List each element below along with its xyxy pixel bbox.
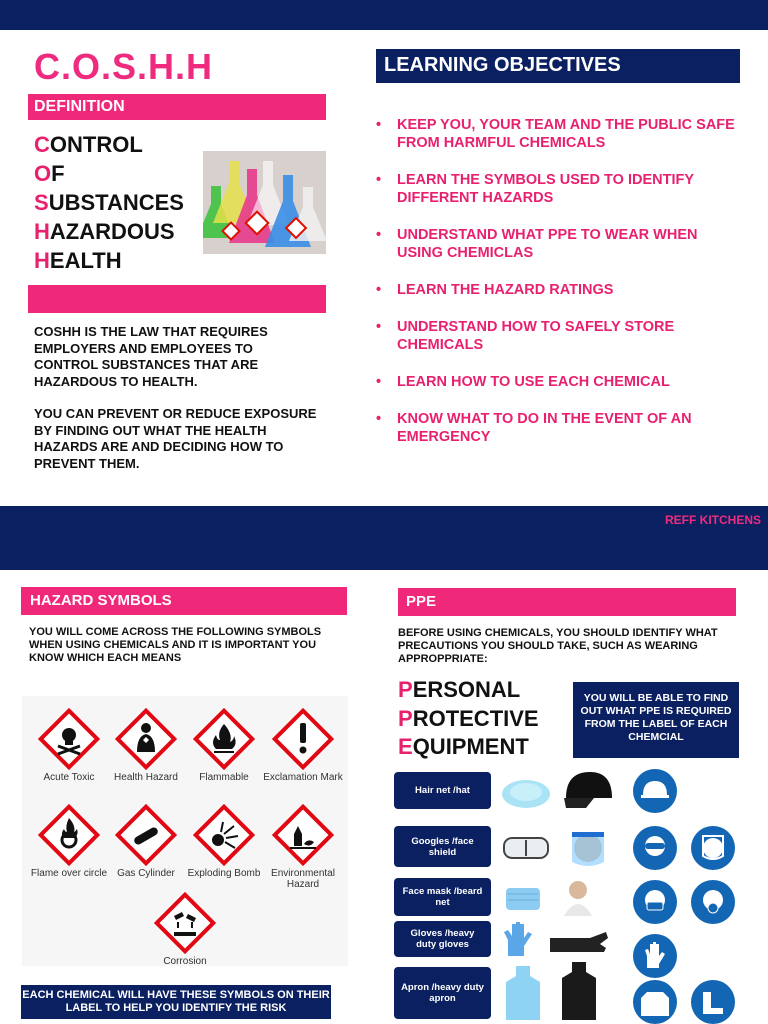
cap-hat-icon [560,768,616,814]
respirator-sign-icon [691,880,735,924]
hazard-symbol: Flame over circle [24,804,114,879]
exploding-bomb-icon [193,804,255,866]
face-shield-sign-icon [691,826,735,870]
hazard-symbol: Exploding Bomb [179,804,269,879]
flame-over-circle-icon [38,804,100,866]
goggles-icon [500,828,552,864]
description-paragraph: COSHH IS THE LAW THAT REQUIRES EMPLOYERS AND EMPLOYEES TO CONTROL SUBSTANCES THAT ARE HAZARDOUS TO HEALTH. [34,324,268,389]
beard-net-icon [556,876,600,918]
hazard-symbol: Flammable [179,708,269,783]
eye-protection-sign-icon [633,826,677,870]
flammable-icon [193,708,255,770]
list-item: • UNDERSTAND HOW TO SAFELY STORE CHEMICALS [376,319,675,353]
exclamation-mark-icon [272,708,334,770]
gloves-icon [500,922,540,958]
hazard-symbol: Health Hazard [101,708,191,783]
acronym-line: CONTROL [34,132,143,157]
protective-clothing-sign-icon [633,980,677,1024]
objectives-heading: LEARNING OBJECTIVES [376,49,740,83]
footer-band [0,506,768,570]
list-item: • LEARN HOW TO USE EACH CHEMICAL [376,374,670,390]
acronym-line: EQUIPMENT [398,734,529,759]
chemical-flasks-image [203,151,326,254]
description-paragraph: YOU CAN PREVENT OR REDUCE EXPOSURE BY FINDING OUT WHAT THE HEALTH HAZARDS ARE AND DECIDING HOW TO PREVENT THEM. [34,406,317,471]
hazard-symbol: Corrosion [140,892,230,967]
hand-protection-sign-icon [633,934,677,978]
top-bar [0,0,768,30]
corrosion-icon [154,892,216,954]
page-title: C.O.S.H.H [34,46,214,87]
ppe-item-label: Googles /face shield [394,826,491,867]
acronym-line: HAZARDOUS [34,219,175,244]
heavy-duty-gloves-icon [548,926,610,956]
acronym-line: PROTECTIVE [398,705,539,731]
face-shield-icon [566,826,610,870]
ppe-item-label: Apron /heavy duty apron [394,967,491,1019]
safety-boots-sign-icon [691,980,735,1024]
acronym-line: PERSONAL [398,677,521,702]
acronym-line: SUBSTANCES [34,190,184,215]
acute-toxic-icon [38,708,100,770]
ppe-item-label: Face mask /beard net [394,878,491,916]
ppe-item-label: Gloves /heavy duty gloves [394,921,491,957]
list-item: • UNDERSTAND WHAT PPE TO WEAR WHEN USING CHEMICLAS [376,227,698,261]
ppe-acronym [398,676,539,762]
hazard-symbol: Gas Cylinder [101,804,191,879]
heavy-duty-apron-icon [560,960,598,1022]
brand-label: REFF KITCHENS [665,513,761,527]
acronym-line: OF [34,161,65,186]
hazard-symbol: Environmental Hazard [258,804,348,890]
ppe-heading: PPE [398,588,736,616]
ppe-note: YOU WILL BE ABLE TO FIND OUT WHAT PPE IS REQUIRED FROM THE LABEL OF EACH CHEMCIAL [573,682,739,758]
head-protection-sign-icon [633,769,677,813]
hazard-note: EACH CHEMICAL WILL HAVE THESE SYMBOLS ON THEIR LABEL TO HELP YOU IDENTIFY THE RISK [21,985,331,1019]
coshh-description [34,324,319,472]
divider-bar [28,285,326,313]
coshh-acronym [34,130,184,275]
gas-cylinder-icon [115,804,177,866]
list-item: • KEEP YOU, YOUR TEAM AND THE PUBLIC SAFE FROM HARMFUL CHEMICALS [376,117,735,151]
acronym-line: HEALTH [34,248,122,273]
hair-net-icon [500,772,552,812]
definition-heading: DEFINITION [28,94,326,120]
apron-icon [504,964,542,1022]
face-mask-icon [500,882,546,916]
ppe-intro: BEFORE USING CHEMICALS, YOU SHOULD IDENTIFY WHAT PRECAUTIONS YOU SHOULD TAKE, SUCH AS WEARING APPROPPRIATE: [398,627,718,665]
ppe-item-label: Hair net /hat [394,772,491,809]
hazard-symbols-panel [22,696,348,966]
health-hazard-icon [115,708,177,770]
list-item: • KNOW WHAT TO DO IN THE EVENT OF AN EMERGENCY [376,411,692,445]
hazard-heading: HAZARD SYMBOLS [21,587,347,615]
list-item: • LEARN THE HAZARD RATINGS [376,282,614,298]
face-mask-sign-icon [633,880,677,924]
hazard-intro: YOU WILL COME ACROSS THE FOLLOWING SYMBOLS WHEN USING CHEMICALS AND IT IS IMPORTANT YOU KNOW WHICH EACH MEANS [29,626,322,664]
objectives-list [376,116,746,465]
hazard-symbol: Acute Toxic [24,708,114,783]
hazard-symbol: Exclamation Mark [258,708,348,783]
list-item: • LEARN THE SYMBOLS USED TO IDENTIFY DIFFERENT HAZARDS [376,172,694,206]
environmental-hazard-icon [272,804,334,866]
